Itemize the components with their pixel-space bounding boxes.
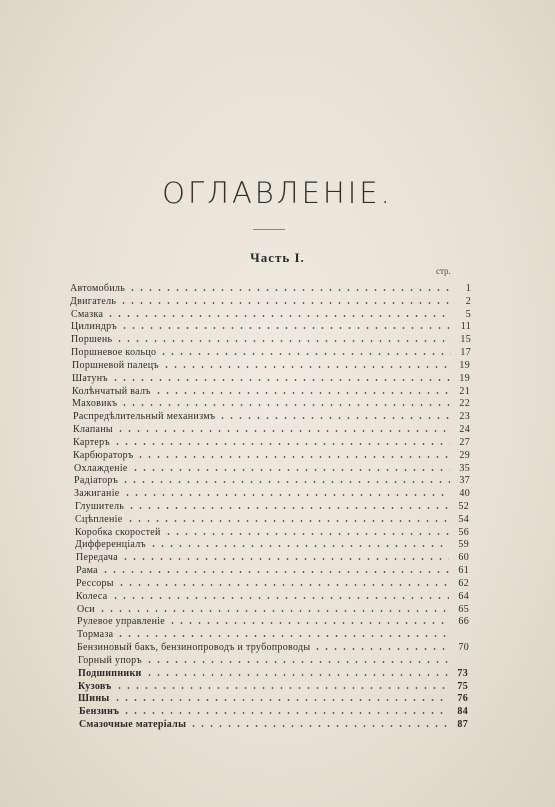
toc-entry-title: Цилиндръ [71,321,117,332]
toc-entry [77,626,469,640]
dot-leader [164,526,449,536]
toc-entry [72,357,470,371]
toc-entry-title: Зажиганiе [74,488,120,499]
toc-entry-title: Радiаторъ [74,475,119,486]
toc-entry-page: 52 [458,501,469,512]
toc-entry-page: 2 [465,296,471,307]
dot-leader [126,513,450,523]
toc-entry-page: 15 [460,334,471,345]
toc-entry-page: 19 [459,360,470,371]
toc-entry [77,613,469,627]
toc-entry [76,588,469,602]
toc-entry-title: Сцѣпленiе [75,514,123,525]
toc-entry [71,318,471,332]
toc-entry-page: 64 [458,591,469,602]
dot-leader [122,705,448,715]
toc-entry [75,536,469,550]
dot-leader [159,346,451,356]
toc-entry-title: Автомобиль [70,283,126,294]
toc-entry [70,293,471,307]
toc-entry-page: 87 [457,719,468,730]
toc-entry-page: 29 [459,450,470,461]
toc-entry-title: Бензинъ [79,706,120,717]
toc-entry-page: 54 [458,514,469,525]
toc-entry [76,575,469,589]
dot-leader [121,474,450,484]
dot-leader [101,564,449,574]
toc-entry-title: Оси [77,604,95,615]
toc-entry [72,370,470,384]
toc-entry-title: Двигатель [70,296,117,307]
toc-entry-page: 22 [459,398,470,409]
page-column-header: стр. [436,266,451,276]
toc-entry-page: 62 [458,578,469,589]
toc-entry-page: 17 [460,347,471,358]
toc-entry-page: 73 [457,668,468,679]
toc-entry-page: 60 [458,552,469,563]
toc-entry-page: 59 [458,539,469,550]
dot-leader [168,615,449,625]
dot-leader [154,385,450,395]
toc-entry-title: Горный упоръ [78,655,142,666]
toc-entry [73,421,470,435]
toc-entry-title: Подшипники [78,668,142,679]
toc-entry [75,498,469,512]
toc-entry-page: 66 [458,616,469,627]
dot-leader [111,372,450,382]
toc-entry-page: 23 [459,411,470,422]
toc-entry-title: Тормаза [77,629,114,640]
toc-entry-title: Рессоры [76,578,114,589]
dot-leader [111,590,449,600]
toc-entry-title: Клапаны [73,424,113,435]
toc-entry-title: Маховикъ [72,398,118,409]
dot-leader [121,551,449,561]
dot-leader [113,436,450,446]
toc-entry-page: 27 [459,437,470,448]
toc-entry-title: Бензиновый бакъ, бензинопроводъ и трубопроводы [77,642,311,653]
dot-leader [189,718,448,728]
toc-entry-title: Поршень [71,334,113,345]
toc-entry-title: Поршневое кольцо [71,347,157,358]
dot-leader [127,500,449,510]
toc-entry-page: 35 [459,463,470,474]
toc-entry [72,395,470,409]
part-heading: Часть I. [250,250,305,265]
toc-entry [74,485,470,499]
toc-entry-page: 1 [465,283,471,294]
toc-entry-title: Поршневой палецъ [72,360,159,371]
toc-entry-title: Распредѣлительный механизмъ [73,411,216,422]
toc-entry-title: Рулевое управленiе [77,616,166,627]
toc-entry [71,331,471,345]
toc-entry [76,549,469,563]
dot-leader [117,577,449,587]
toc-entry [74,472,470,486]
toc-entry-page: 70 [458,642,469,653]
toc-entry [75,511,469,525]
dot-leader [116,423,450,433]
dot-leader [149,538,449,548]
toc-entry-title: Кузовъ [78,681,112,692]
toc-entry-page: 5 [465,309,471,320]
dot-leader [313,641,449,651]
toc-entry [73,408,470,422]
toc-entry [78,652,468,666]
toc-entry-page: 21 [459,386,470,397]
toc-entry-title: Охлажденiе [74,463,128,474]
toc-entry-title: Коробка скоростей [75,527,161,538]
toc-entry-page: 84 [457,706,468,717]
toc-entry-page: 65 [458,604,469,615]
toc-entry-page: 37 [459,475,470,486]
toc-entry-title: Глушитель [75,501,125,512]
dot-leader [115,680,449,690]
dot-leader [136,449,450,459]
toc-entry [78,690,468,704]
dot-leader [98,603,449,613]
toc-entry-page: 24 [459,424,470,435]
toc-entry-page: 56 [458,527,469,538]
toc-entry [71,344,471,358]
toc-entry-title: Колеса [76,591,108,602]
toc-entry [79,716,468,730]
toc-entry-title: Картеръ [73,437,110,448]
toc-entry-title: Смазочные матерiалы [79,719,187,730]
toc-entry-page: 61 [458,565,469,576]
page-title: ОГЛАВЛЕНIЕ. [162,176,393,210]
toc-entry-title: Шины [78,693,110,704]
dot-leader [123,487,450,497]
dot-leader [145,654,448,664]
dot-leader [162,359,450,369]
toc-entry [79,703,468,717]
toc-entry-title: Колѣнчатый валъ [72,386,151,397]
toc-entry-title: Карбюраторъ [73,450,134,461]
toc-entry [76,562,469,576]
toc-entry-title: Дифференцiалъ [75,539,147,550]
toc-entry-page: 40 [459,488,470,499]
toc-entry [78,665,468,679]
toc-entry [73,447,470,461]
toc-entry [73,434,470,448]
dot-leader [113,692,448,702]
dot-leader [106,308,451,318]
dot-leader [120,320,451,330]
toc-entry [70,280,471,294]
dot-leader [120,397,450,407]
toc-entry-title: Шатунъ [72,373,108,384]
dot-leader [115,333,451,343]
toc-entry-page: 19 [459,373,470,384]
dot-leader [116,628,449,638]
toc-entry [77,639,469,653]
dot-leader [131,462,450,472]
toc-entry-title: Смазка [71,309,104,320]
toc-entry-page: 11 [460,321,471,332]
toc-entry-title: Рама [76,565,98,576]
dot-leader [119,295,451,305]
dot-leader [218,410,450,420]
dot-leader [145,667,448,677]
dot-leader [128,282,451,292]
toc-entry-page: 76 [457,693,468,704]
toc-entry-title: Передача [76,552,118,563]
toc-entry-page: 75 [457,681,468,692]
